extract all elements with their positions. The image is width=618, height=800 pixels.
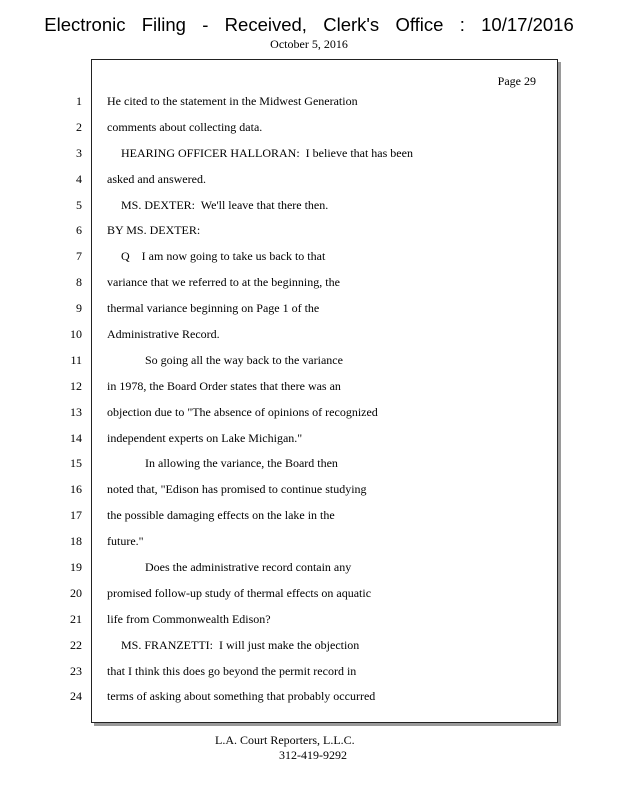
line-text: the possible damaging effects on the lake in the	[107, 508, 335, 523]
transcript-line	[0, 168, 618, 194]
line-text: noted that, "Edison has promised to continue studying	[107, 482, 367, 497]
line-text: MS. DEXTER: We'll leave that there then.	[121, 197, 329, 212]
line-number: 8	[76, 275, 82, 290]
line-number: 7	[76, 249, 82, 264]
line-number: 18	[70, 534, 82, 549]
line-number: 13	[70, 404, 82, 419]
line-text: terms of asking about something that probably occurred	[107, 689, 376, 704]
line-number: 10	[70, 327, 82, 342]
line-text: independent experts on Lake Michigan."	[107, 430, 303, 445]
line-number: 15	[70, 456, 82, 471]
line-text: MS. FRANZETTI: I will just make the objection	[121, 637, 360, 652]
transcript-line	[0, 530, 618, 556]
transcript-line	[0, 634, 618, 660]
line-number: 11	[70, 352, 82, 367]
line-number: 12	[70, 378, 82, 393]
line-text: Q I am now going to take us back to that	[121, 249, 326, 264]
reporter-company: L.A. Court Reporters, L.L.C.	[215, 733, 355, 747]
filing-stamp: Electronic Filing - Received, Clerk's Office : 10/17/2016	[44, 14, 574, 35]
transcript-line	[0, 478, 618, 504]
transcript-line	[0, 401, 618, 427]
line-text: BY MS. DEXTER:	[107, 223, 201, 238]
transcript-line	[0, 375, 618, 401]
line-number: 16	[70, 482, 82, 497]
line-number: 5	[76, 197, 82, 212]
line-number: 19	[70, 560, 82, 575]
transcript-line	[0, 142, 618, 168]
line-text: objection due to "The absence of opinions of recognized	[107, 404, 378, 419]
transcript-line	[0, 323, 618, 349]
line-text: thermal variance beginning on Page 1 of the	[107, 301, 320, 316]
line-number: 9	[76, 301, 82, 316]
transcript-line	[0, 349, 618, 375]
reporter-phone: 312-419-9292	[279, 748, 347, 762]
line-number: 1	[76, 94, 82, 108]
transcript-line	[0, 219, 618, 245]
line-number: 20	[70, 585, 82, 600]
line-text: Does the administrative record contain any	[145, 560, 352, 575]
transcript-line	[0, 194, 618, 220]
transcript-line	[0, 660, 618, 686]
transcript-line	[0, 297, 618, 323]
line-text: in 1978, the Board Order states that there was an	[107, 378, 341, 393]
transcript-line	[0, 452, 618, 478]
transcript-line	[0, 608, 618, 634]
line-text: variance that we referred to at the beginning, the	[107, 275, 340, 290]
line-text: HEARING OFFICER HALLORAN: I believe that has been	[121, 145, 413, 160]
line-number: 3	[76, 145, 82, 160]
transcript-line	[0, 271, 618, 297]
transcript-lines	[0, 90, 618, 711]
line-text: So going all the way back to the variance	[145, 352, 343, 367]
line-number: 23	[70, 663, 82, 678]
line-number: 24	[70, 689, 82, 704]
line-text: He cited to the statement in the Midwest Generation	[107, 94, 358, 108]
line-text: that I think this does go beyond the permit record in	[107, 663, 357, 678]
transcript-line	[0, 116, 618, 142]
line-text: In allowing the variance, the Board then	[145, 456, 338, 471]
line-number: 14	[70, 430, 82, 445]
line-number: 21	[70, 611, 82, 626]
line-text: life from Commonwealth Edison?	[107, 611, 271, 626]
line-number: 22	[70, 637, 82, 652]
transcript-line	[0, 245, 618, 271]
line-text: comments about collecting data.	[107, 119, 263, 134]
hearing-date: October 5, 2016	[270, 37, 348, 51]
transcript-line	[0, 90, 618, 116]
line-text: promised follow-up study of thermal effects on aquatic	[107, 585, 372, 600]
line-text: future."	[107, 534, 144, 549]
transcript-line	[0, 685, 618, 711]
line-number: 2	[76, 119, 82, 134]
transcript-line	[0, 504, 618, 530]
line-number: 17	[70, 508, 82, 523]
line-number: 4	[76, 171, 82, 186]
transcript-line	[0, 427, 618, 453]
transcript-line	[0, 556, 618, 582]
line-text: asked and answered.	[107, 171, 206, 186]
transcript-line	[0, 582, 618, 608]
line-number: 6	[76, 223, 82, 238]
line-text: Administrative Record.	[107, 327, 220, 342]
page-number: Page 29	[497, 74, 536, 88]
